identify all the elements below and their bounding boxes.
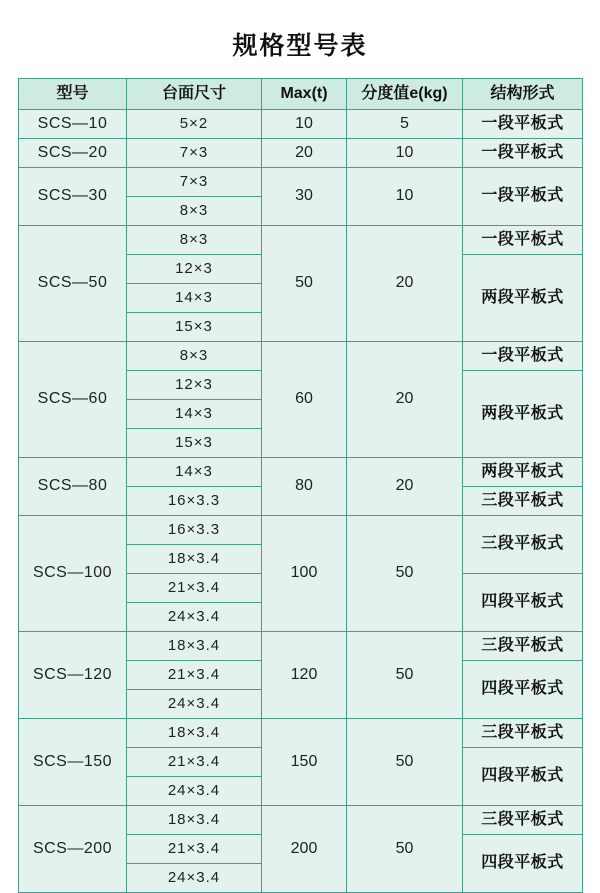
table-row xyxy=(19,806,583,835)
cell-platform-size: 18×3.4 xyxy=(127,545,262,574)
cell-structure: 四段平板式 xyxy=(463,748,583,806)
cell-platform-size: 21×3.4 xyxy=(127,835,262,864)
cell-platform-size: 21×3.4 xyxy=(127,748,262,777)
table-row xyxy=(19,516,583,545)
cell-platform-size: 24×3.4 xyxy=(127,777,262,806)
cell-structure: 四段平板式 xyxy=(463,574,583,632)
table-row xyxy=(19,110,583,139)
cell-platform-size: 24×3.4 xyxy=(127,690,262,719)
cell-max: 30 xyxy=(262,168,347,226)
cell-max: 20 xyxy=(262,139,347,168)
cell-platform-size: 18×3.4 xyxy=(127,806,262,835)
cell-platform-size: 21×3.4 xyxy=(127,574,262,603)
cell-division: 50 xyxy=(347,516,463,632)
cell-platform-size: 16×3.3 xyxy=(127,487,262,516)
table-row xyxy=(19,139,583,168)
cell-model: SCS—30 xyxy=(19,168,127,226)
column-header-structure: 结构形式 xyxy=(463,79,583,110)
cell-platform-size: 15×3 xyxy=(127,429,262,458)
cell-structure: 一段平板式 xyxy=(463,342,583,371)
cell-max: 50 xyxy=(262,226,347,342)
cell-division: 20 xyxy=(347,342,463,458)
cell-max: 150 xyxy=(262,719,347,806)
cell-platform-size: 16×3.3 xyxy=(127,516,262,545)
cell-platform-size: 8×3 xyxy=(127,342,262,371)
cell-platform-size: 24×3.4 xyxy=(127,864,262,893)
cell-structure: 一段平板式 xyxy=(463,226,583,255)
column-header-division: 分度值e(kg) xyxy=(347,79,463,110)
table-row xyxy=(19,719,583,748)
cell-structure: 一段平板式 xyxy=(463,139,583,168)
cell-structure: 三段平板式 xyxy=(463,516,583,574)
cell-structure: 两段平板式 xyxy=(463,255,583,342)
cell-structure: 两段平板式 xyxy=(463,371,583,458)
cell-model: SCS—10 xyxy=(19,110,127,139)
cell-division: 10 xyxy=(347,168,463,226)
cell-platform-size: 12×3 xyxy=(127,255,262,284)
cell-structure: 三段平板式 xyxy=(463,719,583,748)
cell-division: 20 xyxy=(347,458,463,516)
column-header-max: Max(t) xyxy=(262,79,347,110)
cell-platform-size: 24×3.4 xyxy=(127,603,262,632)
table-row xyxy=(19,226,583,255)
cell-model: SCS—50 xyxy=(19,226,127,342)
cell-structure: 一段平板式 xyxy=(463,168,583,226)
page-title: 规格型号表 xyxy=(232,32,368,60)
cell-max: 100 xyxy=(262,516,347,632)
cell-platform-size: 7×3 xyxy=(127,168,262,197)
cell-model: SCS—20 xyxy=(19,139,127,168)
cell-platform-size: 5×2 xyxy=(127,110,262,139)
cell-model: SCS—150 xyxy=(19,719,127,806)
table-row xyxy=(19,632,583,661)
cell-structure: 两段平板式 xyxy=(463,458,583,487)
cell-model: SCS—80 xyxy=(19,458,127,516)
cell-structure: 三段平板式 xyxy=(463,632,583,661)
cell-platform-size: 18×3.4 xyxy=(127,632,262,661)
column-header-model: 型号 xyxy=(19,79,127,110)
cell-platform-size: 21×3.4 xyxy=(127,661,262,690)
table-body xyxy=(19,110,583,893)
cell-division: 50 xyxy=(347,632,463,719)
table-header-row xyxy=(19,79,583,110)
cell-platform-size: 14×3 xyxy=(127,458,262,487)
specification-table xyxy=(18,78,583,893)
cell-model: SCS—200 xyxy=(19,806,127,893)
cell-division: 10 xyxy=(347,139,463,168)
cell-model: SCS—60 xyxy=(19,342,127,458)
cell-max: 200 xyxy=(262,806,347,893)
cell-structure: 三段平板式 xyxy=(463,487,583,516)
cell-platform-size: 14×3 xyxy=(127,284,262,313)
cell-model: SCS—100 xyxy=(19,516,127,632)
cell-platform-size: 8×3 xyxy=(127,197,262,226)
cell-model: SCS—120 xyxy=(19,632,127,719)
cell-structure: 三段平板式 xyxy=(463,806,583,835)
cell-platform-size: 14×3 xyxy=(127,400,262,429)
cell-division: 5 xyxy=(347,110,463,139)
cell-division: 50 xyxy=(347,806,463,893)
table-row xyxy=(19,458,583,487)
cell-platform-size: 7×3 xyxy=(127,139,262,168)
cell-structure: 四段平板式 xyxy=(463,661,583,719)
cell-max: 120 xyxy=(262,632,347,719)
cell-platform-size: 8×3 xyxy=(127,226,262,255)
column-header-platform-size: 台面尺寸 xyxy=(127,79,262,110)
cell-platform-size: 15×3 xyxy=(127,313,262,342)
cell-platform-size: 12×3 xyxy=(127,371,262,400)
table-header xyxy=(19,79,583,110)
cell-division: 50 xyxy=(347,719,463,806)
cell-division: 20 xyxy=(347,226,463,342)
table-row xyxy=(19,342,583,371)
cell-max: 80 xyxy=(262,458,347,516)
cell-structure: 一段平板式 xyxy=(463,110,583,139)
cell-structure: 四段平板式 xyxy=(463,835,583,893)
cell-max: 10 xyxy=(262,110,347,139)
table-row xyxy=(19,168,583,197)
cell-platform-size: 18×3.4 xyxy=(127,719,262,748)
cell-max: 60 xyxy=(262,342,347,458)
